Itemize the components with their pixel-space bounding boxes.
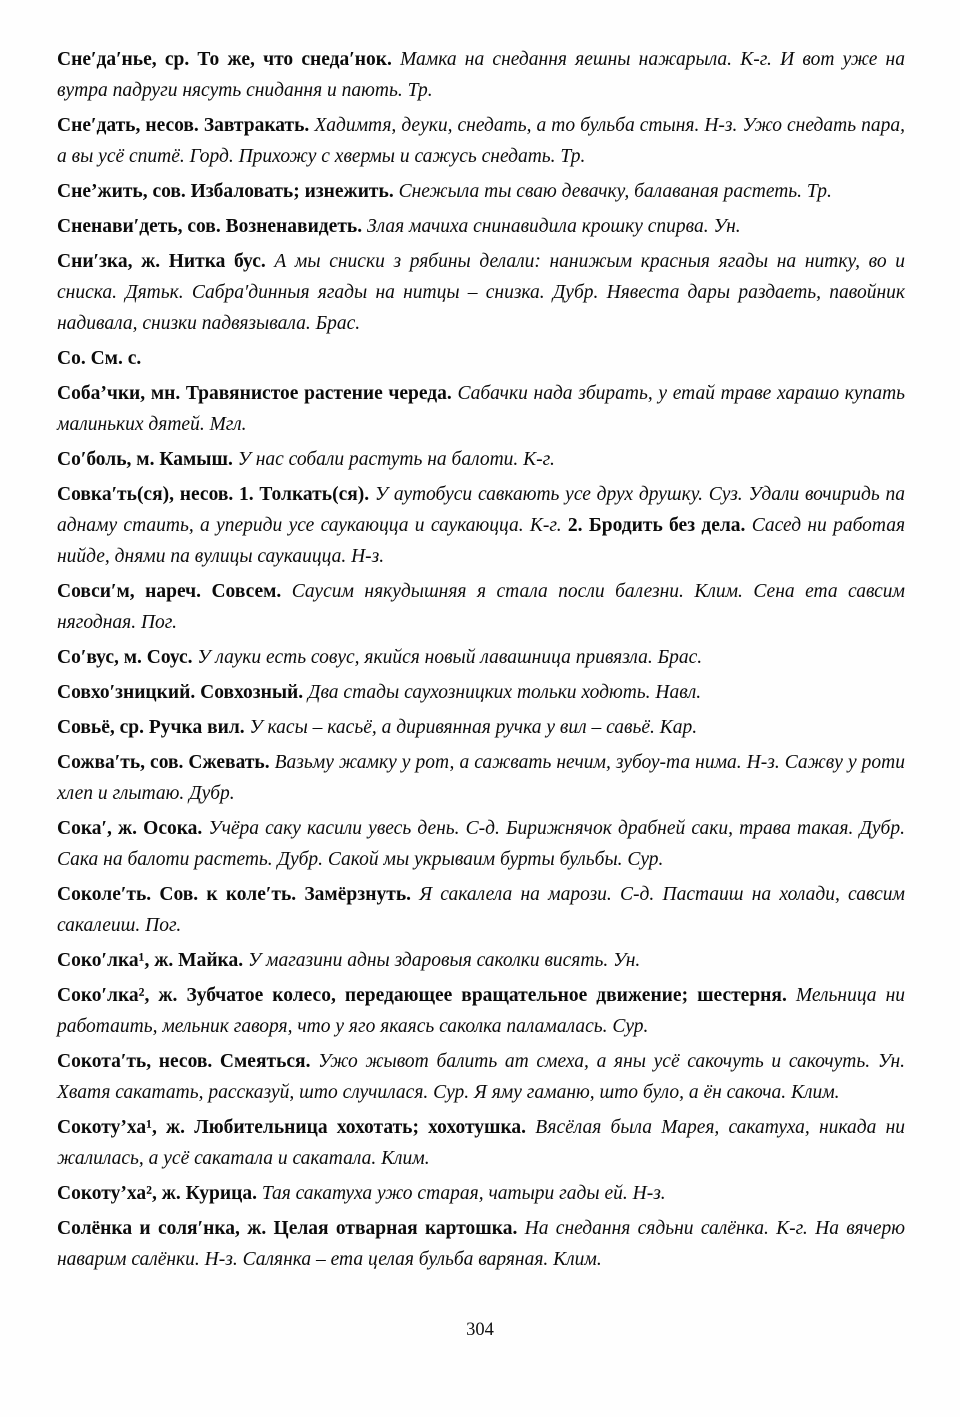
headword-definition: Соколе′ть. Сов. к коле′ть. Замёрзнуть. [57, 884, 412, 905]
headword-definition: Соко′лка², ж. Зубчатое колесо, передающее вращательное движение; шестерня. [57, 985, 787, 1006]
entries-list [57, 44, 905, 1279]
example-text: Мельница ни работаить, мельник гаворя, что у яго якаясь саколка паламалась. Сур. [57, 985, 905, 1037]
example-text: Злая мачиха снинавидила крошку спирва. Ун. [366, 216, 741, 237]
dictionary-entry [57, 110, 905, 172]
example-text: Вясёлая была Марея, сакатуха, никада ни жалилась, а усё сакатала и сакатала. Клим. [57, 1117, 906, 1169]
example-text: У касы – касьё, а диривянная ручка у вил – савьё. Кар. [249, 717, 698, 738]
headword-definition: Сне’жить, сов. Избаловать; изнежить. [57, 181, 394, 202]
page-number: 304 [466, 1320, 494, 1340]
headword-definition: Сне′дать, несов. Завтракать. [57, 115, 310, 136]
headword-definition: Со′вус, м. Соус. [57, 647, 193, 668]
headword-definition: Сожва′ть, сов. Сжевать. [57, 752, 270, 773]
dictionary-entry [57, 813, 905, 875]
dictionary-entry [57, 712, 905, 743]
example-text: Два стады саухозницких тольки ходють. Навл. [308, 682, 702, 703]
example-text: Ужо жывот балить ат смеха, а яны усё сакочуть и сакочуть. Ун. Хватя сакатать, рассказуй, што случилася. Сур. Я яму гаманю, што було, а ён сакоча. Клим. [57, 1051, 905, 1103]
dictionary-entry [57, 211, 905, 242]
example-text: Учёра саку касили увесь день. С-д. Бирижнячок драбней саки, трава такая. Дубр. Сака на балоти растеть. Дубр. Сакой мы укрываим бурты бульбы. Сур. [57, 818, 905, 870]
headword-definition: Сни′зка, ж. Нитка бус. [57, 251, 266, 272]
dictionary-entry [57, 479, 905, 572]
headword-definition: Совхо′зницкий. Совхозный. [57, 682, 304, 703]
example-text: Вазьму жамку у рот, а сажвать нечим, зубоу-та нима. Н-з. Сажву у роти хлеп и глытаю. Дубр. [57, 752, 905, 804]
headword-definition: Сненави′деть, сов. Возненавидеть. [57, 216, 363, 237]
dictionary-entry [57, 576, 905, 638]
headword-definition: Совси′м, нареч. Совсем. [57, 581, 282, 602]
headword-definition: Со. См. с. [57, 348, 142, 369]
dictionary-entry [57, 642, 905, 673]
dictionary-entry [57, 378, 905, 440]
example-text: На снедання сядьни салёнка. К-г. На вячерю наварим салёнки. Н-з. Салянка – ета целая бульба варяная. Клим. [57, 1218, 905, 1270]
headword-definition: Соко′лка¹, ж. Майка. [57, 950, 244, 971]
headword-definition: 2. Бродить без дела. [567, 515, 746, 536]
example-text: Я сакалела на марози. С-д. Пастаиш на холади, савсим сакалеиш. Пог. [57, 884, 905, 936]
headword-definition: Сокота′ть, несов. Смеяться. [57, 1051, 311, 1072]
headword-definition: Совка′ть(ся), несов. 1. Толкать(ся). [57, 484, 370, 505]
dictionary-entry [57, 677, 905, 708]
headword-definition: Солёнка и соля′нка, ж. Целая отварная картошка. [57, 1218, 518, 1239]
example-text: Сасед ни работая нийде, днями па вулицы саукаицца. Н-з. [57, 515, 906, 567]
headword-definition: Со′боль, м. Камыш. [57, 449, 233, 470]
example-text: Тая сакатуха ужо старая, чатыри гады ей. Н-з. [261, 1183, 666, 1204]
dictionary-entry [57, 1213, 905, 1275]
example-text: Снежыла ты сваю девачку, балаваная растеть. Тр. [398, 181, 832, 202]
dictionary-entry [57, 747, 905, 809]
dictionary-entry [57, 44, 905, 106]
example-text: У аутобуси савкають усе друх друшку. Суз. Удали вочиридь па аднаму стаить, а упериди усе саукаюцца и саукаюцца. К-г. [57, 484, 905, 536]
headword-definition: Сокоту’ха¹, ж. Любительница хохотать; хохотушка. [57, 1117, 527, 1138]
dictionary-entry [57, 246, 905, 339]
example-text: Сабачки нада збирать, у етай траве харашо купать малиньких дятей. Мгл. [57, 383, 906, 435]
dictionary-entry [57, 945, 905, 976]
headword-definition: Соба’чки, мн. Травянистое растение череда. [57, 383, 452, 404]
example-text: Саусим някудышняя я стала посли балезни. Клим. Сена ета савсим нягодная. Пог. [57, 581, 906, 633]
headword-definition: Сне′да′нье, ср. То же, что снеда′нок. [57, 49, 392, 70]
dictionary-entry [57, 343, 905, 374]
example-text: У лауки есть совус, якийся новый лавашница привязла. Брас. [197, 647, 703, 668]
dictionary-entry [57, 879, 905, 941]
headword-definition: Сока′, ж. Осока. [57, 818, 203, 839]
example-text: А мы сниски з рябины делали: нанижым красныя ягады на нитку, во и сниска. Дятьк. Сабра′динныя ягады на нитцы – снизка. Дубр. Нявеста дары раздаеть, павойник надивала, снизки падвязывала. Брас. [57, 251, 905, 334]
dictionary-entry [57, 1112, 905, 1174]
dictionary-entry [57, 980, 905, 1042]
dictionary-entry [57, 1046, 905, 1108]
headword-definition: Сокоту’ха², ж. Курица. [57, 1183, 257, 1204]
example-text: У нас собали растуть на балоти. К-г. [237, 449, 555, 470]
example-text: У магазини адны здаровыя саколки висять. Ун. [248, 950, 641, 971]
example-text: Мамка на снедання яешны нажарыла. К-г. И вот уже на вутра падруги нясуть снидання и пають. Тр. [57, 49, 905, 101]
headword-definition: Совьё, ср. Ручка вил. [57, 717, 245, 738]
dictionary-entry [57, 1178, 905, 1209]
example-text: Хадимтя, деуки, снедать, а то бульба стыня. Н-з. Ужо снедать пара, а вы усё спитё. Горд. Прихожу с хвермы и сажусь снедать. Тр. [57, 115, 905, 167]
dictionary-entry [57, 444, 905, 475]
dictionary-entry [57, 176, 905, 207]
